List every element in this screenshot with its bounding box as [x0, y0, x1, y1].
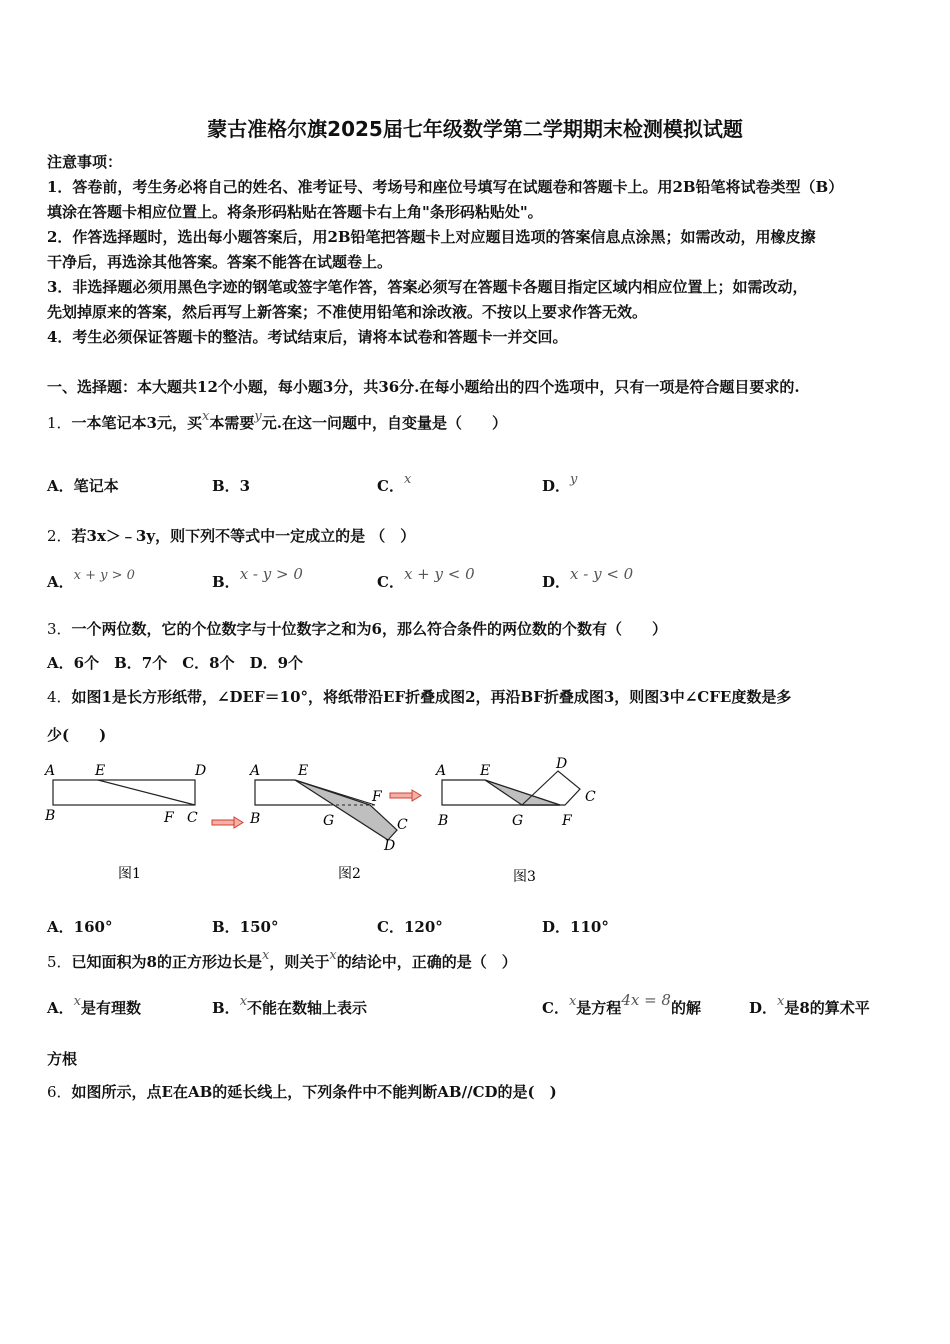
notice-line: 3．非选择题必须用黑色字迹的钢笔或签字笔作答，答案必须写在答题卡各题目指定区域内相应位置上；如需改动，: [47, 278, 808, 296]
option-text: 是8的算术平: [784, 999, 870, 1017]
option-text: 是方程: [576, 999, 622, 1017]
fig-label: F: [164, 810, 174, 826]
q4-figure: [40, 755, 620, 890]
math-var: x: [73, 994, 81, 1009]
fig-caption: 图1: [118, 866, 141, 882]
option-label: A．: [47, 573, 74, 591]
question-4: [47, 687, 791, 707]
option-label: B．: [212, 999, 240, 1017]
fig-label: A: [45, 763, 56, 779]
q1-option-c[interactable]: [377, 472, 412, 498]
math-var: x: [777, 994, 785, 1009]
arrow-icon: [212, 817, 243, 828]
notice-line: 填涂在答题卡相应位置上。将条形码粘贴在答题卡右上角"条形码粘贴处"。: [47, 203, 543, 221]
math-var: x: [568, 994, 577, 1009]
q2-option-b[interactable]: [212, 565, 303, 592]
q2-text: 若3x＞﹣3y，则下列不等式中一定成立的是 （ ）: [71, 527, 416, 545]
option-text: 的解: [670, 999, 701, 1017]
fig-label: C: [187, 810, 198, 826]
q5-option-d[interactable]: [749, 994, 870, 1020]
math-var: x: [262, 948, 270, 963]
fig-label: D: [195, 763, 207, 779]
q5-text: 的结论中，正确的是（ ）: [336, 953, 517, 971]
fig-label: E: [95, 763, 106, 779]
q2-option-c[interactable]: [377, 565, 475, 592]
math-expression: x - y > 0: [239, 565, 303, 583]
q4-text: 如图1是长方形纸带，∠DEF＝10°，将纸带沿EF折叠成图2，再沿BF折叠成图3，则图3中∠CFE度数是多: [71, 688, 792, 706]
math-var: x: [329, 948, 337, 963]
math-expression: x - y < 0: [570, 565, 634, 583]
option-text: 不能在数轴上表示: [247, 999, 368, 1017]
fig-label: C: [585, 789, 596, 805]
question-number: 1．: [47, 414, 72, 432]
math-var: x: [239, 994, 248, 1009]
option-label: A．: [47, 999, 74, 1017]
q5-option-b[interactable]: [212, 994, 368, 1020]
question-number: 3．: [47, 620, 72, 638]
q4-option-a[interactable]: A．160°: [47, 918, 113, 936]
question-5: [47, 948, 517, 974]
question-number: 6．: [47, 1083, 72, 1101]
fig-label: D: [384, 838, 396, 854]
fig-label: A: [250, 763, 261, 779]
fig-caption: 图2: [338, 866, 361, 882]
math-expression: x + y < 0: [403, 565, 475, 583]
math-var: x: [403, 472, 412, 487]
math-expression: 4x = 8: [621, 991, 671, 1009]
question-number: 4．: [47, 688, 72, 706]
q5-option-a[interactable]: [47, 994, 141, 1020]
math-expression: x + y > 0: [73, 568, 135, 583]
fig-label: D: [556, 756, 568, 772]
notice-line: 干净后，再选涂其他答案。答案不能答在试题卷上。: [47, 253, 393, 271]
math-var: y: [254, 409, 262, 424]
option-label: B．: [212, 573, 240, 591]
question-number: 2．: [47, 527, 72, 545]
q1-option-d[interactable]: [542, 472, 578, 498]
q4-option-c[interactable]: C．120°: [377, 918, 443, 936]
notice-line: 2．作答选择题时，选出每小题答案后，用2B铅笔把答题卡上对应题目选项的答案信息点涂黑；如需改动，用橡皮擦: [47, 228, 816, 246]
notice-line: 1．答卷前，考生务必将自己的姓名、准考证号、考场号和座位号填写在试题卷和答题卡上。用2B铅笔将试卷类型（B）: [47, 178, 844, 196]
q6-text: 如图所示，点E在AB的延长线上，下列条件中不能判断AB//CD的是( ): [71, 1083, 557, 1101]
q4-option-d[interactable]: D．110°: [542, 918, 609, 936]
fig-label: B: [438, 813, 449, 829]
fig-label: B: [250, 811, 261, 827]
option-label: D．: [542, 477, 571, 495]
question-number: 5．: [47, 953, 72, 971]
fig1-fold-line: [98, 780, 195, 805]
page-title: 蒙古准格尔旗2025届七年级数学第二学期期末检测模拟试题: [207, 117, 743, 141]
arrow-icon: [390, 790, 421, 801]
q1-text: 本需要: [209, 414, 255, 432]
fig-label: B: [45, 808, 56, 824]
q2-option-a[interactable]: [47, 568, 135, 594]
q1-text: 一本笔记本3元，买: [71, 414, 202, 432]
fig-label: F: [562, 813, 572, 829]
option-label: D．: [542, 573, 571, 591]
q5-text: 已知面积为8的正方形边长是: [71, 953, 262, 971]
fig-label: F: [372, 789, 382, 805]
q1-text: 元.在这一问题中，自变量是（ ）: [261, 414, 507, 432]
section-heading: 一、选择题：本大题共12个小题，每小题3分，共36分.在每小题给出的四个选项中，只有一项是符合题目要求的.: [47, 378, 800, 396]
option-label: C．: [542, 999, 569, 1017]
option-label: C．: [377, 573, 404, 591]
fig-label: E: [298, 763, 309, 779]
question-3: [47, 619, 667, 639]
question-1: [47, 409, 507, 435]
option-text: 是有理数: [80, 999, 141, 1017]
notice-line: 先划掉原来的答案，然后再写上新答案；不准使用铅笔和涂改液。不按以上要求作答无效。: [47, 303, 648, 321]
q5-option-d-cont: 方根: [47, 1050, 78, 1068]
fig-label: C: [397, 817, 408, 833]
notice-line: 4．考生必须保证答题卡的整洁。考试结束后，请将本试卷和答题卡一并交回。: [47, 328, 568, 346]
fig1-rect: [53, 780, 195, 805]
q1-option-a[interactable]: A．笔记本: [47, 477, 119, 495]
fig-label: A: [436, 763, 447, 779]
q2-option-d[interactable]: [542, 565, 634, 592]
q4-option-b[interactable]: B．150°: [212, 918, 279, 936]
option-label: D．: [749, 999, 778, 1017]
q1-option-b[interactable]: B．3: [212, 477, 251, 495]
q3-options[interactable]: A．6个 B．7个 C．8个 D．9个: [47, 654, 304, 672]
q5-text: ，则关于: [269, 953, 330, 971]
fig-caption: 图3: [513, 869, 536, 885]
math-var: x: [202, 409, 210, 424]
option-label: C．: [377, 477, 404, 495]
q3-text: 一个两位数，它的个位数字与十位数字之和为6，那么符合条件的两位数的个数有（ ）: [71, 620, 667, 638]
notice-heading: 注意事项：: [47, 153, 123, 171]
question-2: [47, 526, 415, 546]
q4-text-cont: 少( ): [47, 726, 107, 744]
math-var: y: [570, 472, 578, 487]
fig-label: G: [512, 813, 524, 829]
fig-label: E: [480, 763, 491, 779]
fig-label: G: [323, 813, 335, 829]
q5-option-c[interactable]: [542, 991, 701, 1020]
question-6: [47, 1082, 557, 1102]
